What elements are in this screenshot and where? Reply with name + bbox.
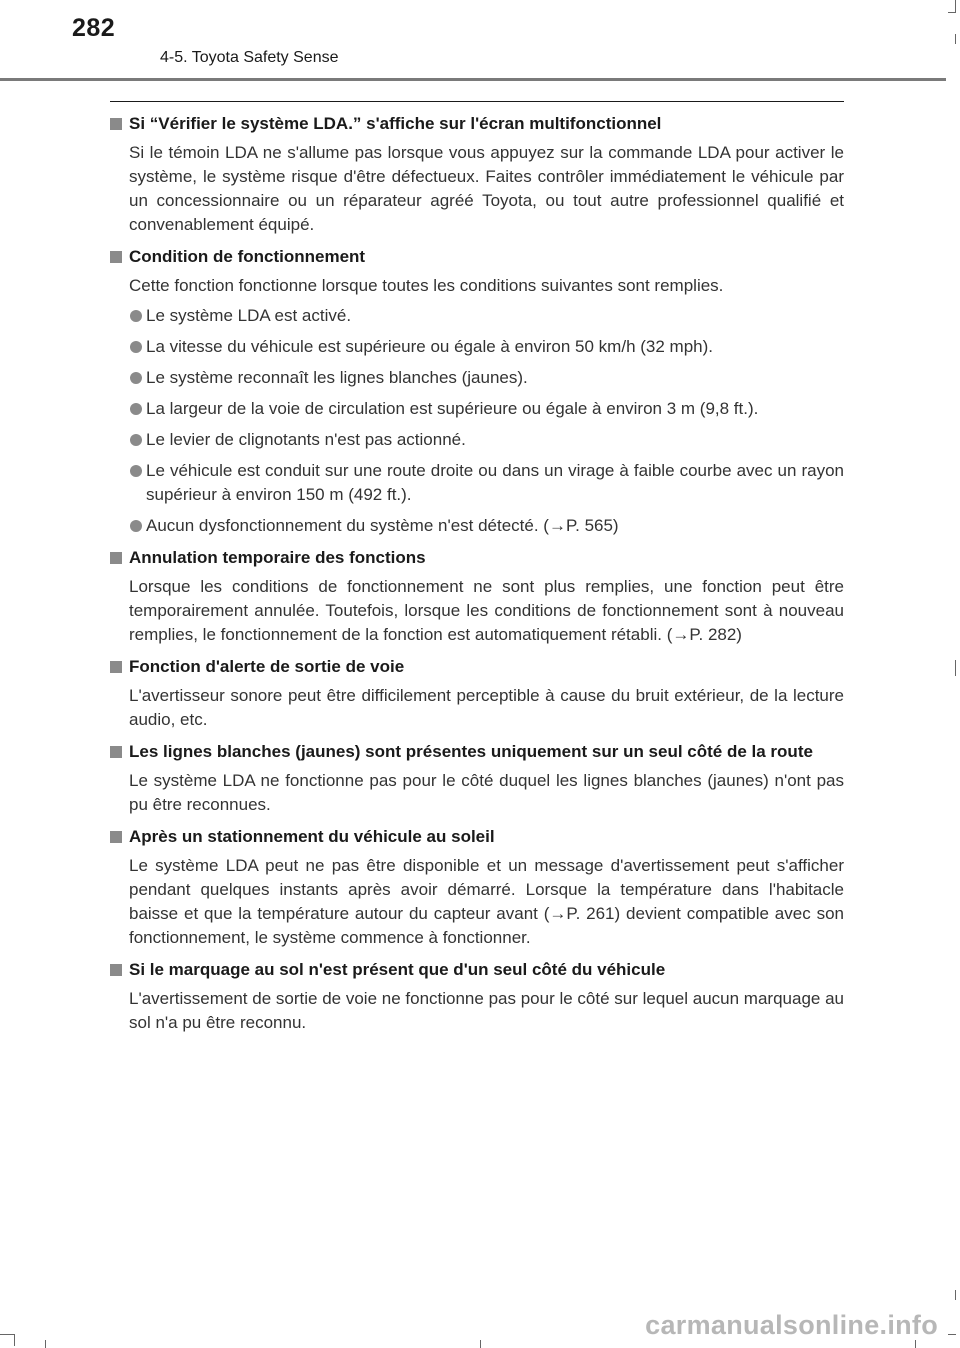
circle-bullet-icon: [130, 372, 142, 384]
section-title: Annulation temporaire des fonctions: [110, 546, 844, 570]
section-body: L'avertissement de sortie de voie ne fonctionne pas pour le côté sur lequel aucun marquage au sol n'a pu être reconnu.: [129, 989, 844, 1032]
circle-bullet-icon: [130, 341, 142, 353]
square-bullet-icon: [110, 552, 122, 564]
circle-bullet-icon: [130, 465, 142, 477]
square-bullet-icon: [110, 251, 122, 263]
crop-mark: [0, 1334, 14, 1335]
list-item: Le système LDA est activé.: [110, 304, 844, 328]
page-number: 282: [72, 14, 116, 42]
section-body: Le système LDA peut ne pas être disponible et un message d'avertissement peut s'afficher pendant quelques instants après avoir démarré. Lorsque la température dans l'habitacle baisse et que la température autour du capteur avant (→P. 261) devient compatible avec son fonctionnement, le système commence à fonctionner.: [129, 856, 844, 947]
section-body: Lorsque les conditions de fonctionnement ne sont plus remplies, une fonction peut être temporairement annulée. Toutefois, lorsque les conditions de fonctionnement sont à nouveau remplies, le fonctionnement de la fonction est automatiquement rétabli. (→P. 282): [129, 577, 844, 644]
crop-mark: [948, 1334, 956, 1335]
square-bullet-icon: [110, 661, 122, 673]
crop-mark: [915, 1340, 916, 1348]
crop-mark: [480, 1340, 481, 1348]
crop-mark: [955, 660, 956, 676]
section-parked-in-sun: [110, 825, 844, 950]
square-bullet-icon: [110, 964, 122, 976]
manual-content: [110, 112, 844, 1043]
section-title: Après un stationnement du véhicule au soleil: [110, 825, 844, 849]
watermark: carmanualsonline.info: [645, 1310, 938, 1340]
chapter-section-title: 4-5. Toyota Safety Sense: [160, 49, 339, 66]
section-lda-check-message: [110, 112, 844, 237]
section-body: Le système LDA ne fonctionne pas pour le côté duquel les lignes blanches (jaunes) n'ont pas pu être reconnues.: [129, 771, 844, 814]
circle-bullet-icon: [130, 520, 142, 532]
condition-list: [110, 304, 844, 538]
list-item: Le levier de clignotants n'est pas actionné.: [110, 428, 844, 452]
crop-mark: [955, 34, 956, 44]
page-header: [0, 0, 946, 82]
section-body: Cette fonction fonctionne lorsque toutes les conditions suivantes sont remplies.: [129, 276, 724, 295]
section-title: Les lignes blanches (jaunes) sont présentes uniquement sur un seul côté de la route: [110, 740, 844, 764]
section-temporary-cancel: [110, 546, 844, 647]
list-item: La vitesse du véhicule est supérieure ou égale à environ 50 km/h (32 mph).: [110, 335, 844, 359]
section-body: L'avertisseur sonore peut être difficilement perceptible à cause du bruit extérieur, de la lecture audio, etc.: [129, 686, 844, 729]
square-bullet-icon: [110, 831, 122, 843]
crop-mark: [45, 1340, 46, 1348]
section-title: Fonction d'alerte de sortie de voie: [110, 655, 844, 679]
list-item: Le système reconnaît les lignes blanches (jaunes).: [110, 366, 844, 390]
section-operating-conditions: [110, 245, 844, 538]
section-one-side-lines: [110, 740, 844, 817]
section-body: Si le témoin LDA ne s'allume pas lorsque vous appuyez sur la commande LDA pour activer le système, le système risque d'être défectueux. Faites contrôler immédiatement le véhicule par un concessionnaire ou un réparateur agréé Toyota, ou tout autre professionnel qualifié et convenablement équipé.: [129, 143, 844, 234]
circle-bullet-icon: [130, 403, 142, 415]
list-item: Le véhicule est conduit sur une route droite ou dans un virage à faible courbe avec un rayon supérieur à environ 150 m (492 ft.).: [110, 459, 844, 507]
content-divider: [110, 101, 844, 102]
crop-mark: [955, 1290, 956, 1300]
square-bullet-icon: [110, 746, 122, 758]
section-title: Condition de fonctionnement: [110, 245, 844, 269]
crop-mark: [14, 1334, 15, 1346]
list-item: Aucun dysfonctionnement du système n'est détecté. (→P. 565): [110, 514, 844, 538]
circle-bullet-icon: [130, 310, 142, 322]
crop-mark: [948, 12, 956, 13]
circle-bullet-icon: [130, 434, 142, 446]
section-title: Si “Vérifier le système LDA.” s'affiche sur l'écran multifonctionnel: [110, 112, 844, 136]
section-one-side-markings: [110, 958, 844, 1035]
list-item: La largeur de la voie de circulation est supérieure ou égale à environ 3 m (9,8 ft.).: [110, 397, 844, 421]
section-lane-departure-alert: [110, 655, 844, 732]
section-title: Si le marquage au sol n'est présent que d'un seul côté du véhicule: [110, 958, 844, 982]
crop-mark: [955, 0, 956, 12]
header-divider: [0, 78, 946, 81]
square-bullet-icon: [110, 118, 122, 130]
